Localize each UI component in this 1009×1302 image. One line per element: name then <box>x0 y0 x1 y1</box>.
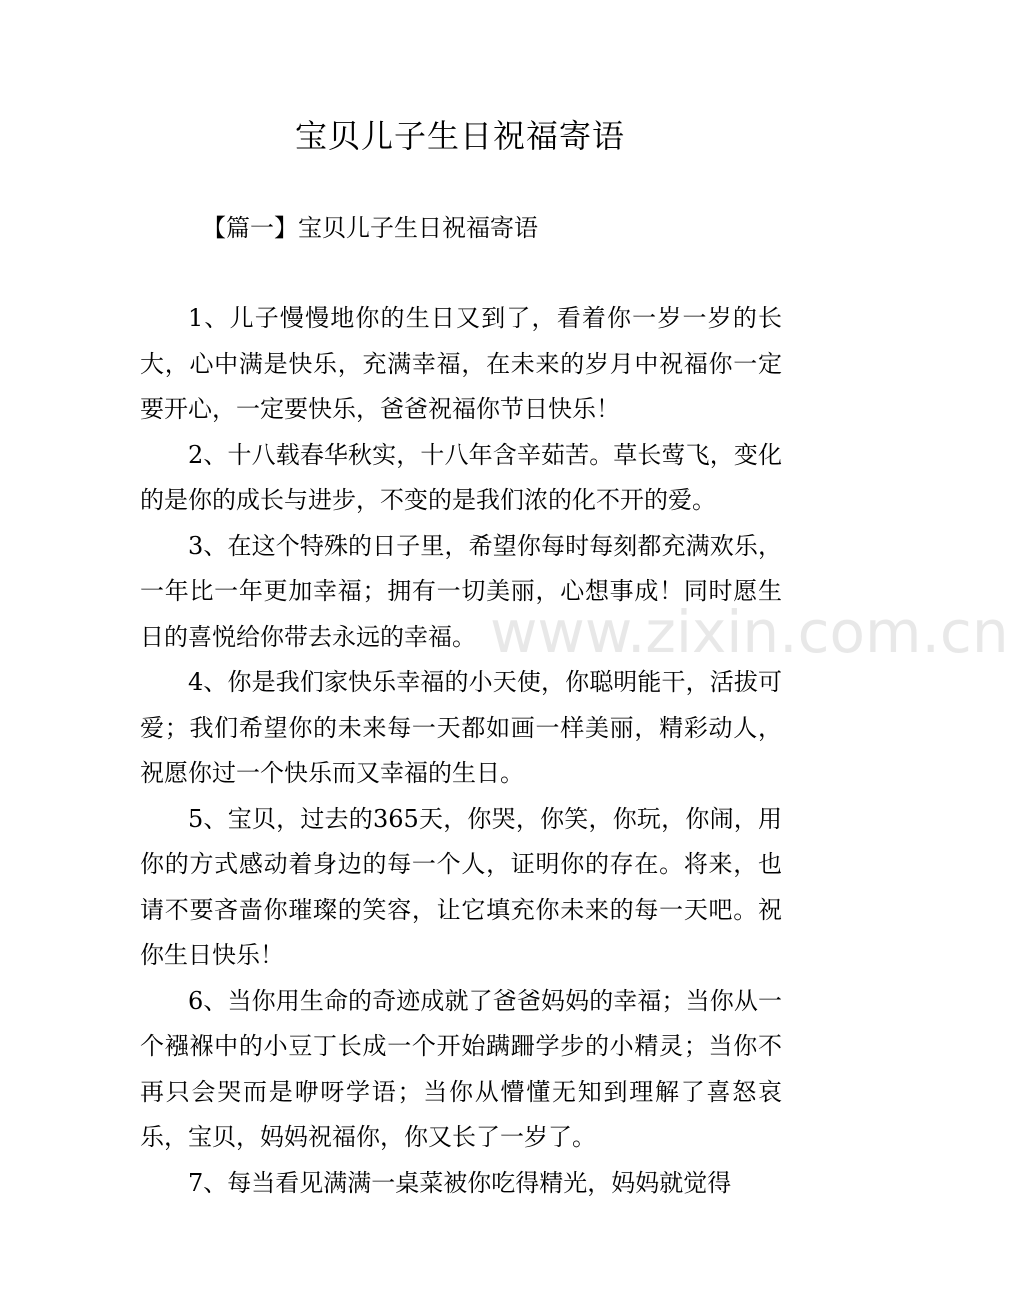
document-title: 宝贝儿子生日祝福寄语 <box>294 117 625 155</box>
paragraph-1: 1、儿子慢慢地你的生日又到了，看着你一岁一岁的长大，心中满是快乐，充满幸福，在未来的岁月中祝福你一定要开心，一定要快乐，爸爸祝福你节日快乐！ <box>140 304 782 423</box>
watermark: www.zixin.com.cn <box>490 598 1009 666</box>
document-body <box>140 296 782 1206</box>
paragraph-5: 5、宝贝，过去的365天，你哭，你笑，你玩，你闹，用你的方式感动着身边的每一个人，证明你的存在。将来，也请不要吝啬你璀璨的笑容，让它填充你未来的每一天吧。祝你生日快乐！ <box>140 804 782 969</box>
section-heading: 【篇一】宝贝儿子生日祝福寄语 <box>202 214 538 242</box>
paragraph-4: 4、你是我们家快乐幸福的小天使，你聪明能干，活拔可爱；我们希望你的未来每一天都如画一样美丽，精彩动人，祝愿你过一个快乐而又幸福的生日。 <box>140 668 782 787</box>
paragraph-6: 6、当你用生命的奇迹成就了爸爸妈妈的幸福；当你从一个襁褓中的小豆丁长成一个开始蹒跚学步的小精灵；当你不再只会哭而是咿呀学语；当你从懵懂无知到理解了喜怒哀乐，宝贝，妈妈祝福你，你又长了一岁了。 <box>140 986 782 1151</box>
paragraph-3: 3、在这个特殊的日子里，希望你每时每刻都充满欢乐，一年比一年更加幸福；拥有一切美丽，心想事成！同时愿生日的喜悦给你带去永远的幸福。 <box>140 531 782 651</box>
paragraph-7: 7、每当看见满满一桌菜被你吃得精光，妈妈就觉得 <box>188 1168 732 1197</box>
paragraph-2: 2、十八载春华秋实，十八年含辛茹苦。草长莺飞，变化的是你的成长与进步，不变的是我们浓的化不开的爱。 <box>140 440 782 514</box>
